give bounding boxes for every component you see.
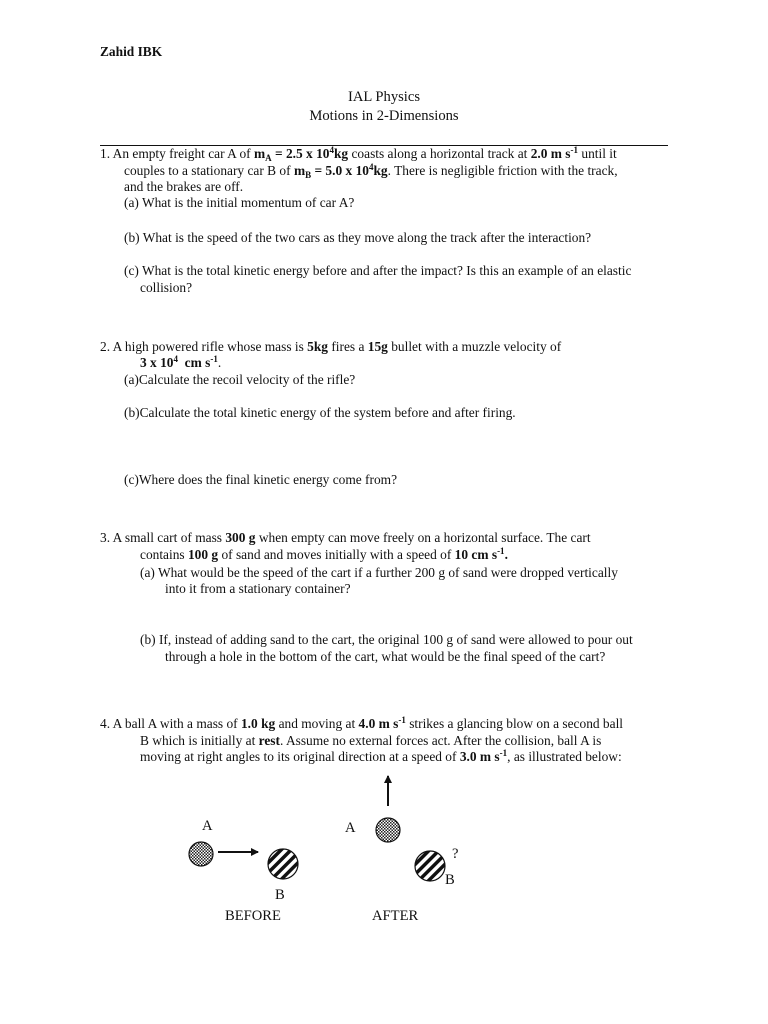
label-question-mark: ? — [452, 846, 459, 862]
q1-line-2: couples to a stationary car B of $m_B = 5.0$ x $10^4kg$. There is negligible friction with the track, — [124, 162, 618, 180]
q1-line-1: 1. An empty freight car A of $m_A = 2.5$ x $10^4kg$ coasts along a horizontal track at 2.0 m $s^{-1}$ until it — [100, 145, 617, 163]
q2-part-b: (b)Calculate the total kinetic energy of the system before and after firing. — [124, 405, 516, 420]
q2-part-a: (a)Calculate the recoil velocity of the rifle? — [124, 372, 356, 387]
label-before: BEFORE — [225, 908, 281, 924]
ball-a-before — [189, 842, 213, 866]
q1-line-3: and the brakes are off. — [124, 179, 244, 194]
label-after: AFTER — [372, 908, 419, 924]
q4-line-1: 4. A ball A with a mass of 1.0 kg and moving at 4.0 m $s^{-1}$ strikes a glancing blow on a second ball — [100, 715, 624, 731]
q1-part-c-line-2: collision? — [140, 280, 193, 295]
q1-part-c-line-1: (c) What is the total kinetic energy before and after the impact? Is this an example of an elastic — [124, 263, 632, 278]
q2-part-c: (c)Where does the final kinetic energy come from? — [124, 472, 398, 487]
label-b-before: B — [275, 887, 285, 903]
page-title: IAL Physics — [347, 89, 421, 105]
q3-part-b-line-1: (b) If, instead of adding sand to the cart, the original 100 g of sand were allowed to pour out — [140, 632, 633, 647]
q3-line-1: 3. A small cart of mass 300 g when empty can move freely on a horizontal surface. The cart — [100, 530, 591, 545]
q1-part-a: (a) What is the initial momentum of car A? — [124, 195, 355, 210]
q3-part-a-line-2: into it from a stationary container? — [165, 581, 351, 596]
label-a-after: A — [345, 820, 356, 836]
q4-line-3: moving at right angles to its original direction at a speed of 3.0 m $s^{-1}$, as illustrated below: — [140, 748, 622, 764]
q2-line-2: 3 x $10^4$ cm $s^{-1}$. — [140, 354, 222, 370]
label-b-after: B — [445, 872, 455, 888]
ball-a-after — [376, 818, 400, 842]
q1-part-b: (b) What is the speed of the two cars as they move along the track after the interaction? — [124, 230, 592, 245]
author-name: Zahid IBK — [100, 44, 163, 59]
ball-b-before — [268, 849, 298, 879]
page-subtitle: Motions in 2-Dimensions — [309, 108, 459, 124]
q2-line-1: 2. A high powered rifle whose mass is 5kg fires a 15g bullet with a muzzle velocity of — [100, 339, 562, 354]
q3-part-b-line-2: through a hole in the bottom of the cart, what would be the final speed of the cart? — [165, 649, 606, 664]
q3-line-2: contains 100 g of sand and moves initially with a speed of 10 cm $s^{-1}$. — [140, 546, 508, 562]
label-a-before: A — [202, 818, 213, 834]
q3-part-a-line-1: (a) What would be the speed of the cart if a further 200 g of sand were dropped vertically — [140, 565, 618, 580]
q4-line-2: B which is initially at rest. Assume no external forces act. After the collision, ball A is — [140, 733, 602, 748]
ball-b-after — [415, 851, 445, 881]
